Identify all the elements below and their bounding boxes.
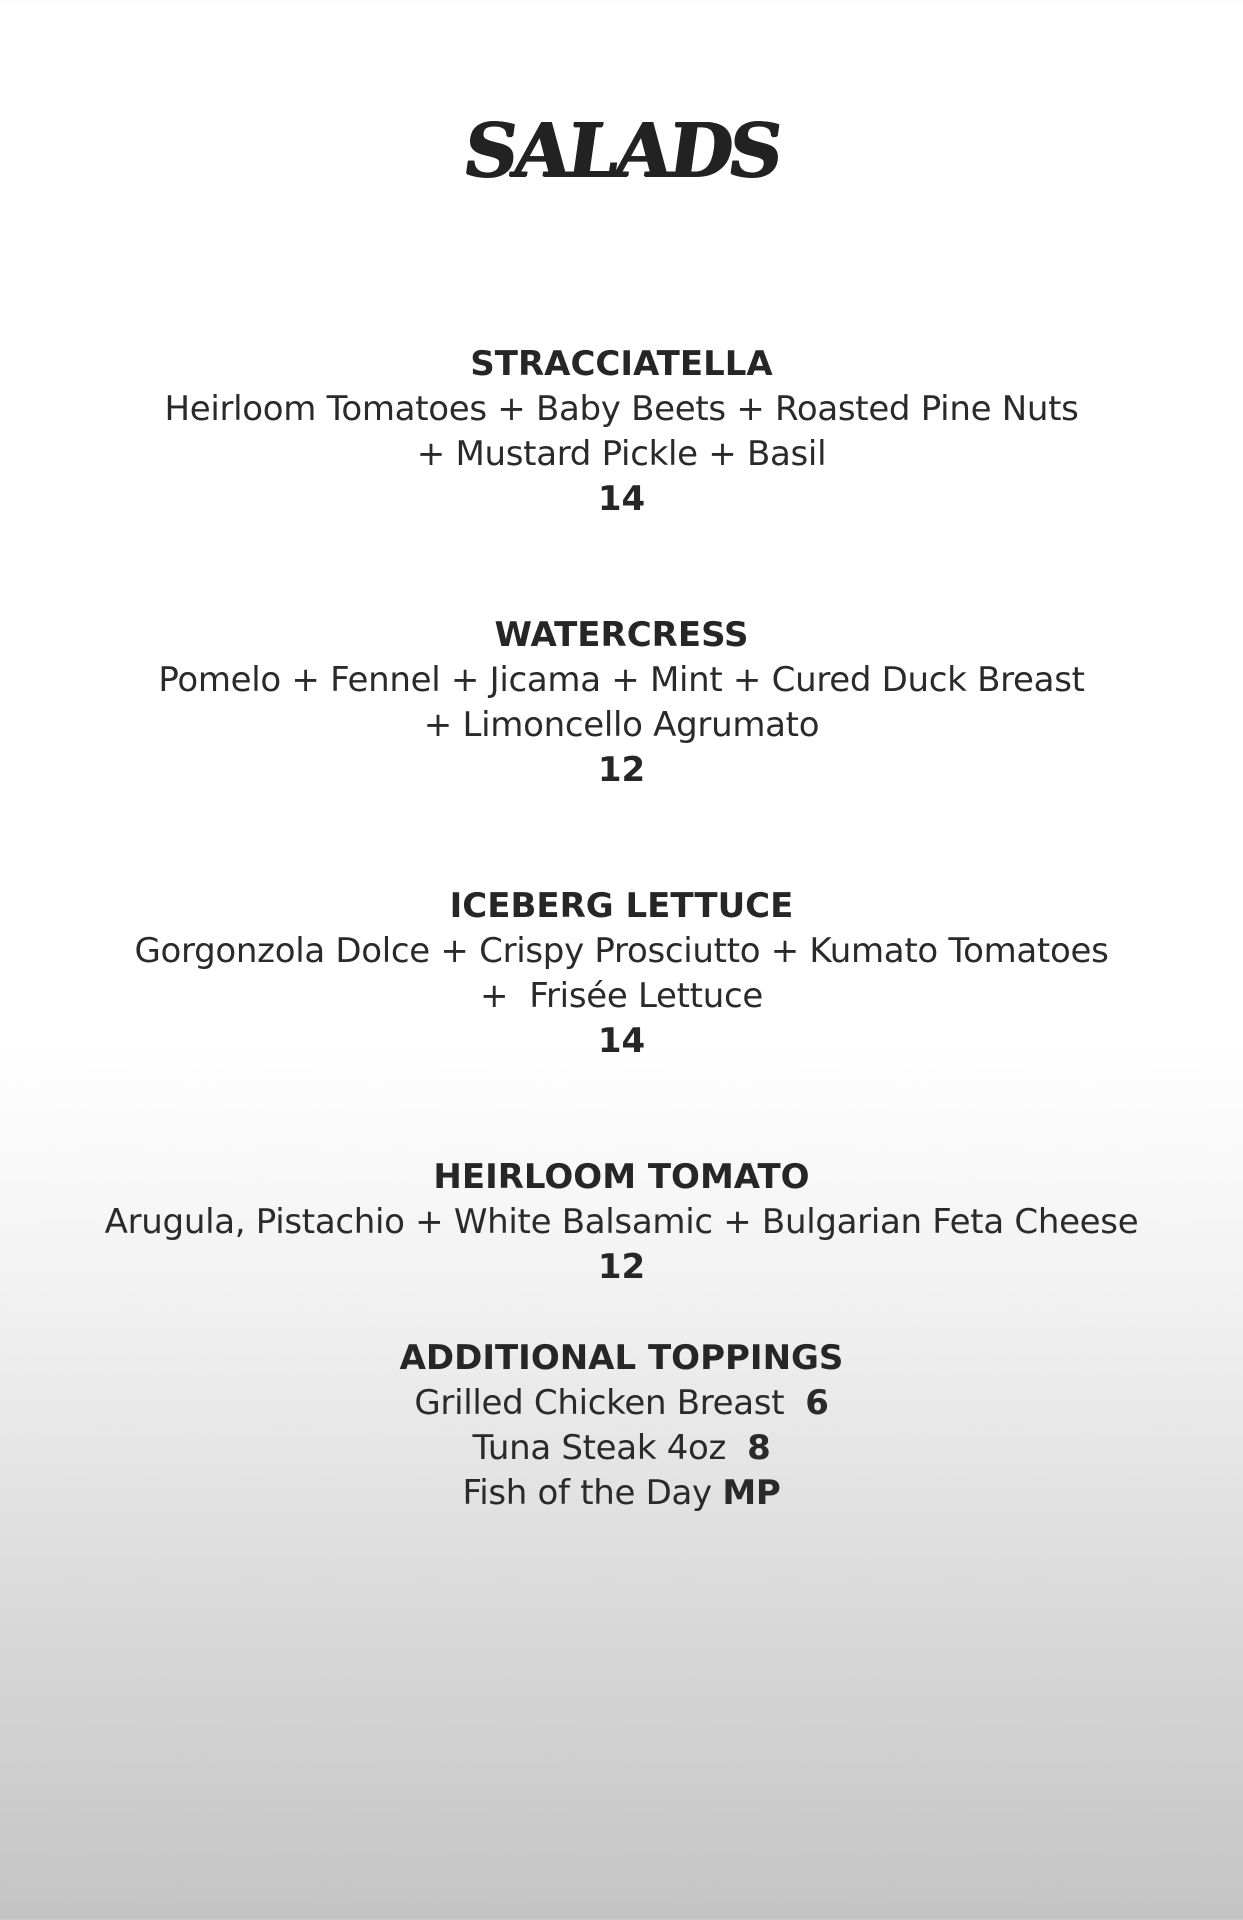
menu-item-stracciatella: [0, 342, 1243, 522]
topping-item: [0, 1426, 1243, 1471]
item-description-line: Pomelo + Fennel + Jicama + Mint + Cured Duck Breast: [158, 660, 1085, 700]
topping-label: Tuna Steak 4oz: [472, 1428, 727, 1468]
menu-item-watercress: [0, 613, 1243, 793]
item-description-line: + Limoncello Agrumato: [423, 705, 820, 745]
item-name: STRACCIATELLA: [470, 344, 773, 384]
topping-label: Fish of the Day: [462, 1473, 712, 1513]
item-description-line: + Frisée Lettuce: [480, 976, 763, 1016]
item-price: 14: [597, 479, 646, 519]
topping-price: 8: [747, 1428, 771, 1468]
menu-item-iceberg-lettuce: [0, 884, 1243, 1064]
item-description-line: Heirloom Tomatoes + Baby Beets + Roasted Pine Nuts: [164, 389, 1079, 429]
topping-price: 6: [805, 1383, 829, 1423]
item-description-line: + Mustard Pickle + Basil: [416, 434, 827, 474]
item-price: 12: [597, 1247, 646, 1287]
topping-item: [0, 1381, 1243, 1426]
topping-item: [0, 1471, 1243, 1516]
item-price: 14: [597, 1021, 646, 1061]
item-description-line: Arugula, Pistachio + White Balsamic + Bulgarian Feta Cheese: [104, 1202, 1139, 1242]
topping-label: Grilled Chicken Breast: [414, 1383, 785, 1423]
item-price: 12: [597, 750, 646, 790]
item-name: WATERCRESS: [494, 615, 749, 655]
item-name: ICEBERG LETTUCE: [449, 886, 794, 926]
item-description-line: Gorgonzola Dolce + Crispy Prosciutto + Kumato Tomatoes: [134, 931, 1109, 971]
item-name: HEIRLOOM TOMATO: [433, 1157, 810, 1197]
topping-price: MP: [722, 1473, 781, 1513]
toppings-heading: ADDITIONAL TOPPINGS: [399, 1338, 844, 1378]
additional-toppings: [0, 1336, 1243, 1516]
menu-item-heirloom-tomato: [0, 1155, 1243, 1290]
page-title: SALADS: [458, 108, 785, 194]
